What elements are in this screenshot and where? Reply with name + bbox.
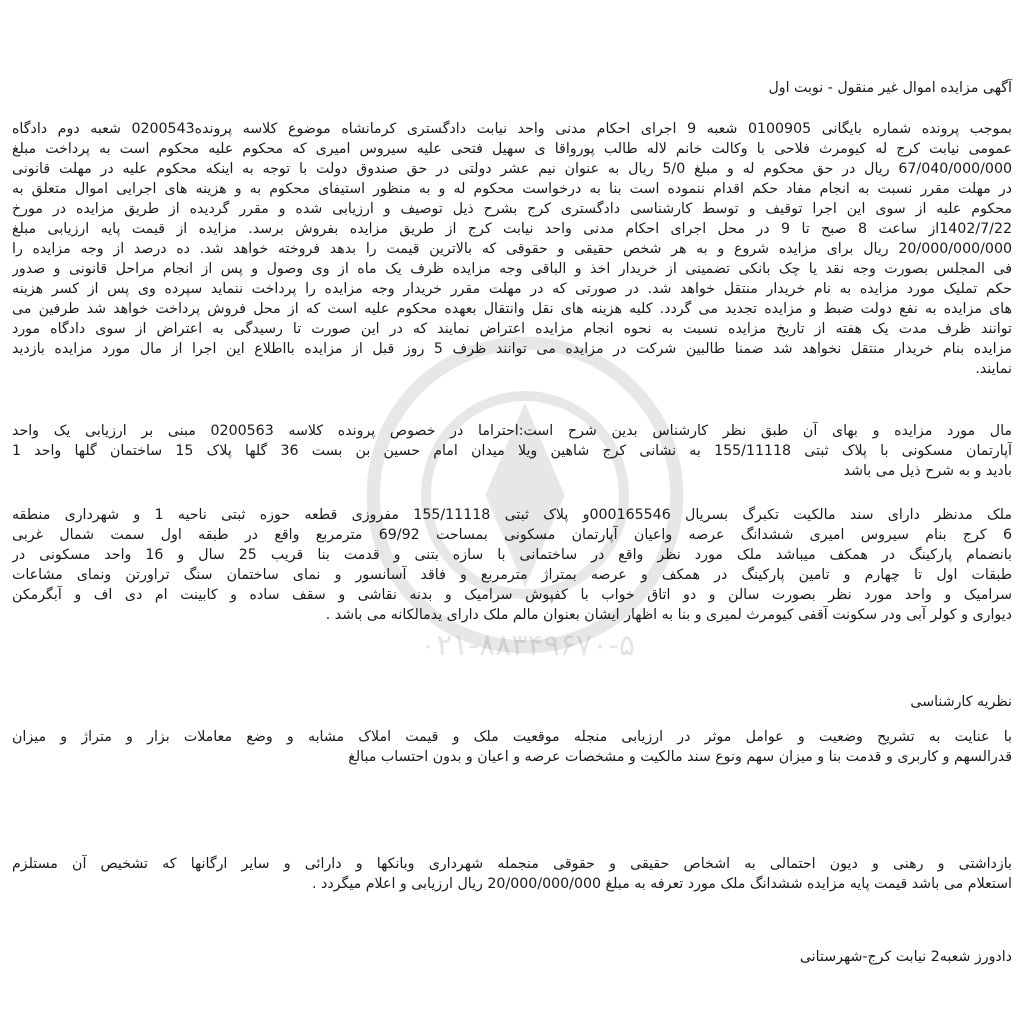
text-line: استعلام می باشد قیمت پایه مزایده ششدانگ ملک مورد تعرفه به مبلغ 20/000/000/000 ریال ارزیابی و اعلام میگردد . [312, 876, 1012, 892]
text-line: نمایند. [975, 361, 1012, 377]
text-line: توانند ظرف مدت یک هفته از تاریخ مزایده نسبت به نحوه انجام مزایده اعتراض نمایند که در این صورت تا رسیدگی به اعتراض از سوی دادگاه مورد [12, 321, 1012, 337]
text-line: در مهلت مقرر نسبت به انجام مفاد حکم اقدام ننموده است بنا به درخواست محکوم له و به منظور استیفای محکوم به و هزینه های اجرایی اموال متعلق به [12, 181, 1012, 197]
text-line: طبقات اول تا چهارم و تامین پارکینگ در همکف و عرصه بمتراژ مترمربع و فاقد آسانسور و نمای ساختمان سنگ تراورتن ونمای مشاعات [12, 567, 1012, 583]
text-line: قدرالسهم و کاربری و قدمت بنا و میزان سهم ونوع سند مالکیت و مشخصات عرصه و اعیان و بدون احتساب مبالغ [348, 749, 1012, 765]
text-line: بموجب پرونده شماره بایگانی 0100905 شعبه 9 اجرای احکام مدنی واحد نیابت دادگستری کرمانشاه موضوع کلاسه پرونده0200543 شعبه دوم دادگاه [12, 121, 1012, 137]
text-line: سرامیک و واحد مورد نظر بصورت سالن و دو اتاق خواب با کفپوش سرامیک و بدنه نقاشی و سقف ساده و کابینت ام دی اف و آبگرمکن [12, 587, 1012, 603]
text-line: محکوم علیه از سوی این اجرا توقیف و توسط کارشناسی دادگستری کرج بشرح ذیل توصیف و ارزیابی شده و مقرر گردیده از طریق مزایده در مورخ [12, 201, 1012, 217]
text-line: فی المجلس بصورت وجه نقد یا چک بانکی تضمینی از خریدار اخذ و الباقی وجه مزایده ظرف یک ماه از وی وصول و پس از انجام مراحل قانونی و صدور [12, 261, 1012, 277]
text-line: آپارتمان مسکونی با پلاک ثبتی 155/11118 به نشانی کرج شاهین ویلا میدان امام حسین بن بست 36 گلها پلاک 15 ساختمان گلها واحد 1 [12, 443, 1012, 459]
text-line: بانضمام پارکینگ در همکف میباشد ملک مورد نظر واقع در ساختمانی با سازه بتنی و قدمت بنا قریب 25 سال و 16 واحد مسکونی در [12, 547, 1012, 563]
watermark-phone: ۰۲۱-۸۸۳۴۹۶۷۰-۵ [420, 628, 636, 663]
notice-title: آگهی مزایده اموال غیر منقول - نوبت اول [768, 80, 1012, 96]
text-line: های مزایده به نفع دولت ضبط و مزایده تجدید می گردد. کلیه هزینه های نقل وانتقال بعهده محکوم علیه است که از محل فروش پرداخت خواهد شد طرفین می [12, 301, 1012, 317]
expert-heading: نظریه کارشناسی [910, 694, 1012, 710]
text-line: عمومی نیابت کرج له کیومرث فلاحی با وکالت خانم لاله طالب پورواقا ی سهیل فتحی علیه سیروس امیری که محکوم علیه محکوم است به پرداخت مبلغ [12, 141, 1012, 157]
text-line: 20/000/000/000 ریال برای مزایده شروع و به هر شخص حقیقی و حقوقی که بالاترین قیمت را بدهد فروخته خواهد شد. ده درصد از وجه مزایده را [12, 241, 1012, 257]
text-line: ملک مدنظر دارای سند مالکیت تکبرگ بسریال 000165546و پلاک ثبتی 155/11118 مفروزی قطعه حوزه ثبتی ناحیه 1 و شهرداری منطقه [12, 507, 1012, 523]
text-line: 1402/7/22از ساعت 8 صبح تا 9 در محل اجرای احکام مدنی واحد نیابت کرج از طریق مزایده بفروش برسد. مزایده از قیمت پایه ارزیابی مبلغ [12, 221, 1012, 237]
text-line: حکم تملیک مورد مزایده به نام خریدار منتقل خواهد شد. در صورتی که در مهلت مقرر خریدار وجه مزایده را پرداخت ننماید سپرده وی پس از کسر هزینه [12, 281, 1012, 297]
text-line: بازداشتی و رهنی و دیون احتمالی به اشخاص حقیقی و حقوقی منجمله شهرداری وبانکها و دارائی و سایر ارگانها که تشخیص آن مستلزم [12, 856, 1012, 872]
signature: دادورز شعبه2 نیابت کرج-شهرستانی [799, 949, 1012, 965]
text-line: مزایده بنام خریدار منتقل نخواهد شد ضمنا طالبین شرکت در مزایده می توانند ظرف 5 روز قبل از مزایده بااطلاع این اجرا از مال مورد مزایده بازدید [12, 341, 1012, 357]
text-line: بادید و به شرح ذیل می باشد [843, 463, 1012, 479]
text-line: مال مورد مزایده و بهای آن طبق نظر کارشناس بدین شرح است:احتراما در خصوص پرونده کلاسه 0200563 مبنی بر ارزیابی یک واحد [12, 423, 1012, 439]
text-line: 6 کرج بنام سیروس امیری ششدانگ عرصه واعیان آپارتمان مسکونی بمساحت 69/92 مترمربع واقع در طبقه اول سمت شمال غربی [12, 527, 1012, 543]
text-line: دیواری و کولر آبی ودر سکونت آقفی کیومرث لمیری و بنا به اظهار ایشان بعنوان مالم ملک دارای یدمالکانه می باشد . [325, 607, 1012, 623]
text-line: با عنایت به تشریح وضعیت و عوامل موثر در ارزیابی منجله موقعیت ملک و قیمت املاک مشابه و وضع معاملات بزار و متراژ و میزان [12, 729, 1012, 745]
text-line: 67/040/000/000 ریال در حق محکوم له و مبلغ 5/0 ریال به عنوان نیم عشر دولتی در حق صندوق دولت با توجه به اینکه محکوم علیه در مهلت قانونی [12, 161, 1012, 177]
